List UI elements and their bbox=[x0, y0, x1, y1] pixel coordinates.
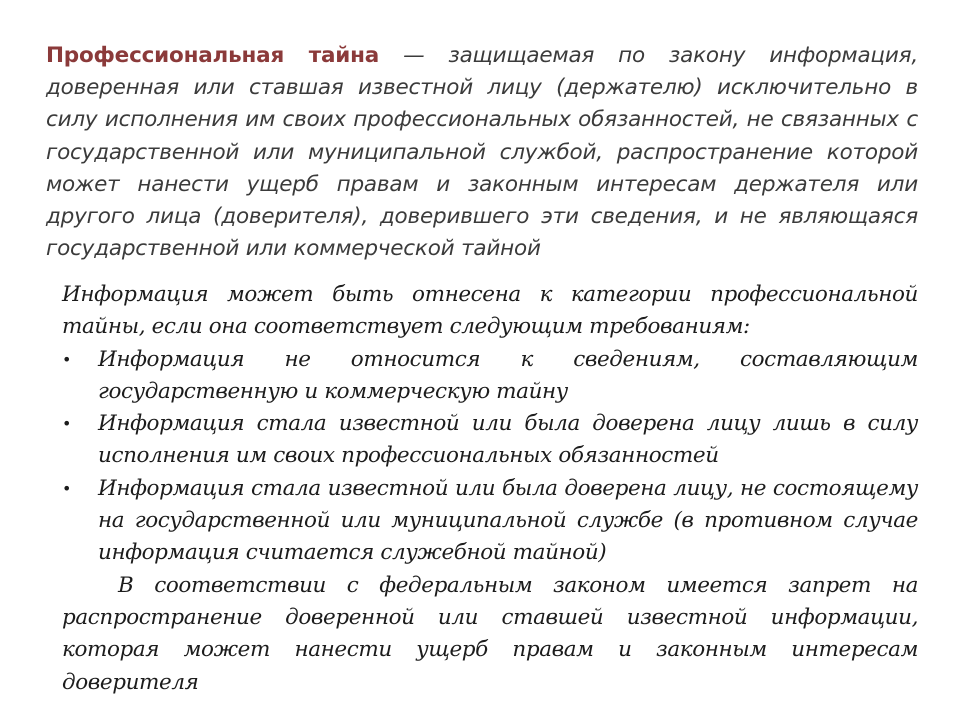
definition-term: Профессиональная тайна bbox=[46, 43, 380, 68]
bullet-icon: • bbox=[62, 414, 72, 434]
requirement-item bbox=[62, 473, 918, 570]
requirement-item bbox=[62, 344, 918, 409]
definition-text: — защищаемая по закону информация, доверенная или ставшая известной лицу (держателю) исключительно в силу исполнения им своих профессиональных обязанностей, не связанных с государственной или муниципальной службой, распространение которой может нанести ущерб правам и законным интересам держателя или другого лица (доверителя), доверившего эти сведения, и не являющаяся государственной или коммерческой тайной bbox=[46, 43, 918, 262]
definition-paragraph bbox=[46, 40, 918, 265]
requirement-item bbox=[62, 408, 918, 473]
requirements-list bbox=[62, 344, 918, 570]
bullet-icon: • bbox=[62, 349, 72, 369]
requirements-intro: Информация может быть отнесена к категории профессиональной тайны, если она соответствует следующим требованиям: bbox=[62, 282, 918, 340]
closing-paragraph: В соответствии с федеральным законом имеется запрет на распространение доверенной или ставшей известной информации, которая может нанести ущерб правам и законным интересам доверителя bbox=[62, 572, 918, 695]
bullet-icon: • bbox=[62, 478, 72, 498]
requirement-text: Информация не относится к сведениям, составляющим государственную и коммерческую тайну bbox=[98, 346, 918, 404]
requirement-text: Информация стала известной или была доверена лицу лишь в силу исполнения им своих профессиональных обязанностей bbox=[98, 411, 918, 469]
requirements-block bbox=[62, 279, 918, 699]
requirement-text: Информация стала известной или была доверена лицу, не состоящему на государственной или муниципальной службе (в противном случае информация считается служебной тайной) bbox=[98, 475, 918, 566]
